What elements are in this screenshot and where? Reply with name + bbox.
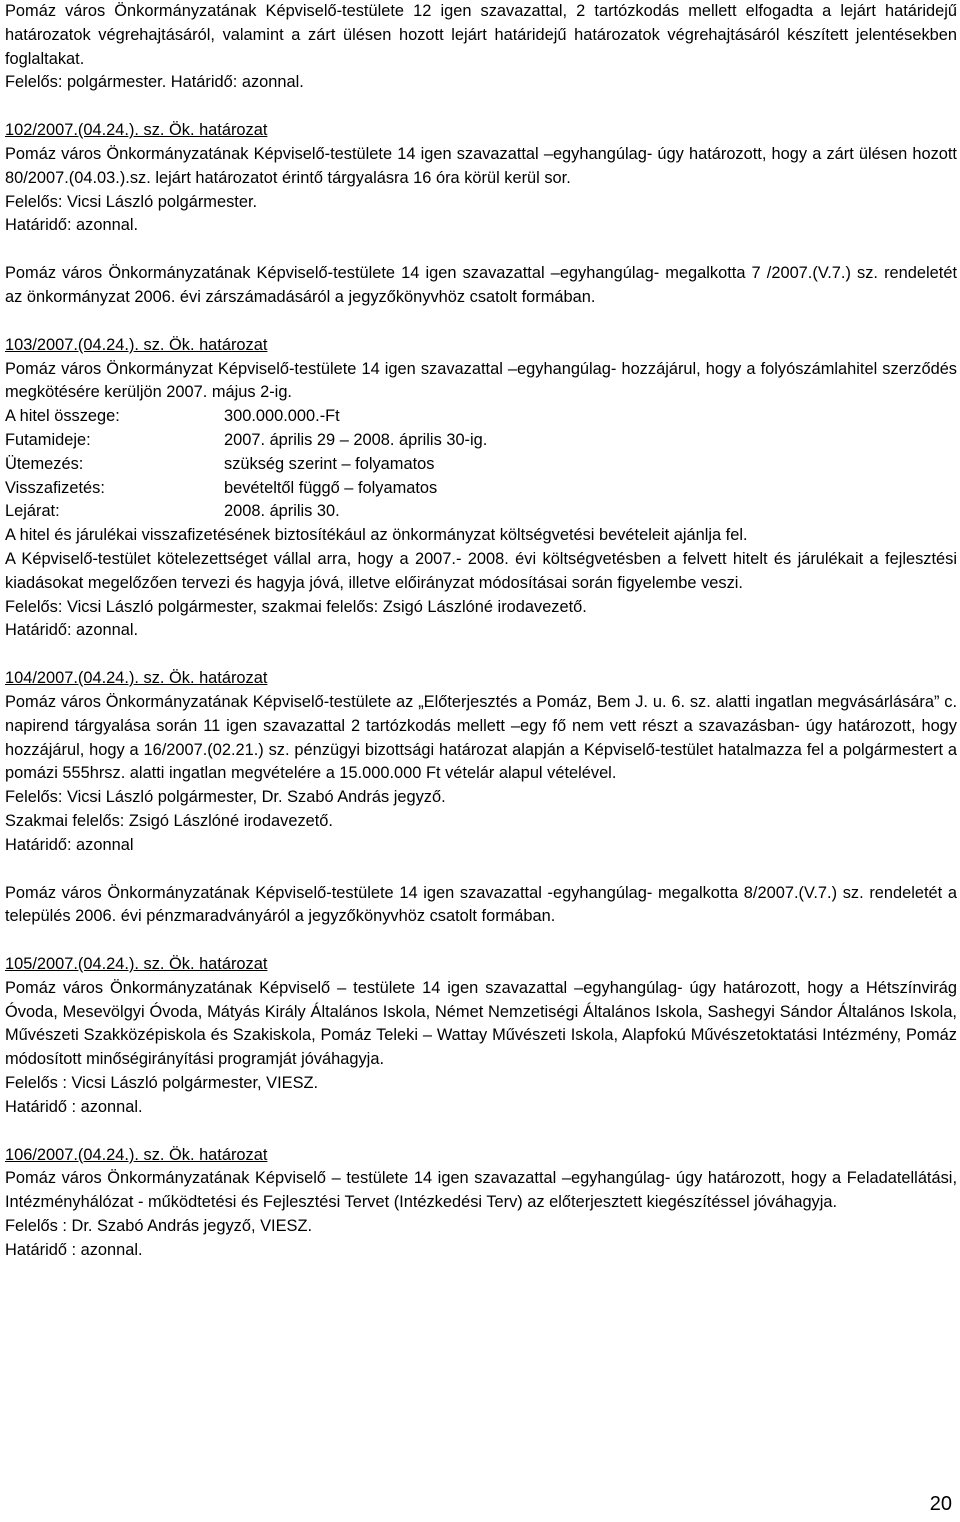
loan-detail-label: A hitel összege: xyxy=(5,407,120,426)
loan-detail-label: Visszafizetés: xyxy=(5,478,105,497)
section-resolution-102 xyxy=(5,119,957,238)
paragraph: Pomáz város Önkormányzatának Képviselő-testülete az „Előterjesztés a Pomáz, Bem J. u. 6. sz. alatti ingatlan megvásárlására” c. napirend tárgyalása során 11 igen szavazattal 2 tartózkodás mellett –egy fő nem vett részt a szavazásban- úgy határozott, hogy hozzájárul, hogy a 16/2007.(02.21.) sz. pénzügyi bizottsági határozat alapján a Képviselő-testület hatalmazza fel a polgármestert a pomázi 555hrsz. alatti ingatlan megvételére a 15.000.000 Ft vételár alapul vételével. xyxy=(5,692,957,783)
loan-detail-row xyxy=(5,477,957,501)
paragraph: Pomáz város Önkormányzatának Képviselő-testülete 12 igen szavazattal, 2 tartózkodás mellett elfogadta a lejárt határidejű határozatok végrehajtásáról, valamint a zárt ülésen hozott lejárt határidejű határozatok végrehajtásáról készített jelentésekben foglaltakat. xyxy=(5,2,957,68)
paragraph: Pomáz város Önkormányzatának Képviselő – testülete 14 igen szavazattal –egyhangúlag- úgy határozott, hogy a Hétszínvirág Óvoda, Mesevölgyi Óvoda, Mátyás Király Általános Iskola, Német Nemzetiségi Általános Iskola, Sashegyi Sándor Általános Iskola, Művészeti Szakközépiskola és Szakiskola, Pomáz Teleki – Wattay Művészeti Iskola, Alapfokú Művészetoktatási Intézmény, Pomáz módosított minőségirányítási programját jóváhagyja. xyxy=(5,978,957,1069)
section-intro xyxy=(5,0,957,95)
responsible-line: Felelős : Vicsi László polgármester, VIESZ. xyxy=(5,1074,319,1093)
section-ordinance-8 xyxy=(5,882,957,930)
professional-responsible-line: Szakmai felelős: Zsigó Lászlóné irodavezető. xyxy=(5,811,333,830)
paragraph: A Képviselő-testület kötelezettséget vállal arra, hogy a 2007.- 2008. évi költségvetésben a felvett hitelt és járulékait a fejlesztési kiadásokat megelőzően tervezi és hagyja jóvá, illetve előirányzat módosításai során figyelembe veszi. xyxy=(5,549,957,592)
responsible-line: Felelős: polgármester. Határidő: azonnal. xyxy=(5,73,304,92)
resolution-heading: 103/2007.(04.24.). sz. Ök. határozat xyxy=(5,335,268,354)
deadline-line: Határidő: azonnal. xyxy=(5,216,139,235)
resolution-heading: 104/2007.(04.24.). sz. Ök. határozat xyxy=(5,669,268,688)
section-resolution-105 xyxy=(5,953,957,1120)
loan-detail-row xyxy=(5,500,957,524)
loan-detail-value: bevételtől függő – folyamatos xyxy=(224,478,438,497)
loan-detail-value: 2007. április 29 – 2008. április 30-ig. xyxy=(224,430,488,449)
loan-detail-label: Lejárat: xyxy=(5,502,60,521)
paragraph: Pomáz város Önkormányzatának Képviselő-testülete 14 igen szavazattal -egyhangúlag- megalkotta 8/2007.(V.7.) sz. rendeletét a település 2006. évi pénzmaradványáról a jegyzőkönyvhöz csatolt formában. xyxy=(5,883,957,926)
loan-detail-row xyxy=(5,429,957,453)
loan-detail-row xyxy=(5,405,957,429)
deadline-line: Határidő : azonnal. xyxy=(5,1097,143,1116)
paragraph: Pomáz város Önkormányzatának Képviselő – testülete 14 igen szavazattal –egyhangúlag- úgy határozott, hogy a Feladatellátási, Intézményhálózat - működtetési és Fejlesztési Tervet (Intézkedési Terv) az előterjesztett kiegészítéssel jóváhagyja. xyxy=(5,1169,957,1212)
deadline-line: Határidő : azonnal. xyxy=(5,1240,143,1259)
section-resolution-106 xyxy=(5,1144,957,1263)
loan-detail-label: Ütemezés: xyxy=(5,454,84,473)
paragraph: Pomáz város Önkormányzatának Képviselő-testülete 14 igen szavazattal –egyhangúlag- úgy határozott, hogy a zárt ülésen hozott 80/2007.(04.03.).sz. lejárt határozatot érintő tárgyalásra 16 óra körül kerül sor. xyxy=(5,144,957,187)
page-number: 20 xyxy=(929,1493,952,1515)
loan-detail-value: 2008. április 30. xyxy=(224,502,340,521)
section-resolution-103 xyxy=(5,334,957,643)
resolution-heading: 106/2007.(04.24.). sz. Ök. határozat xyxy=(5,1145,268,1164)
section-ordinance-7 xyxy=(5,262,957,310)
deadline-line: Határidő: azonnal. xyxy=(5,621,139,640)
loan-detail-label: Futamideje: xyxy=(5,430,91,449)
responsible-line: Felelős : Dr. Szabó András jegyző, VIESZ. xyxy=(5,1217,313,1236)
document-page xyxy=(5,0,957,1263)
loan-detail-row xyxy=(5,453,957,477)
responsible-line: Felelős: Vicsi László polgármester, Dr. Szabó András jegyző. xyxy=(5,788,446,807)
resolution-heading: 105/2007.(04.24.). sz. Ök. határozat xyxy=(5,955,268,974)
paragraph: Pomáz város Önkormányzatának Képviselő-testülete 14 igen szavazattal –egyhangúlag- megalkotta 7 /2007.(V.7.) sz. rendeletét az önkormányzat 2006. évi zárszámadásáról a jegyzőkönyvhöz csatolt formában. xyxy=(5,264,957,306)
paragraph: A hitel és járulékai visszafizetésének biztosítékául az önkormányzat költségvetési bevételeit ajánlja fel. xyxy=(5,526,748,545)
loan-detail-value: 300.000.000.-Ft xyxy=(224,407,340,426)
loan-detail-value: szükség szerint – folyamatos xyxy=(224,454,435,473)
resolution-heading: 102/2007.(04.24.). sz. Ök. határozat xyxy=(5,121,268,140)
deadline-line: Határidő: azonnal xyxy=(5,835,134,854)
responsible-line: Felelős: Vicsi László polgármester. xyxy=(5,192,258,211)
responsible-line: Felelős: Vicsi László polgármester, szakmai felelős: Zsigó Lászlóné irodavezető. xyxy=(5,597,587,616)
paragraph: Pomáz város Önkormányzat Képviselő-testülete 14 igen szavazattal –egyhangúlag- hozzájárul, hogy a folyószámlahitel szerződés megkötésére kerüljön 2007. május 2-ig. xyxy=(5,359,957,402)
section-resolution-104 xyxy=(5,667,957,857)
